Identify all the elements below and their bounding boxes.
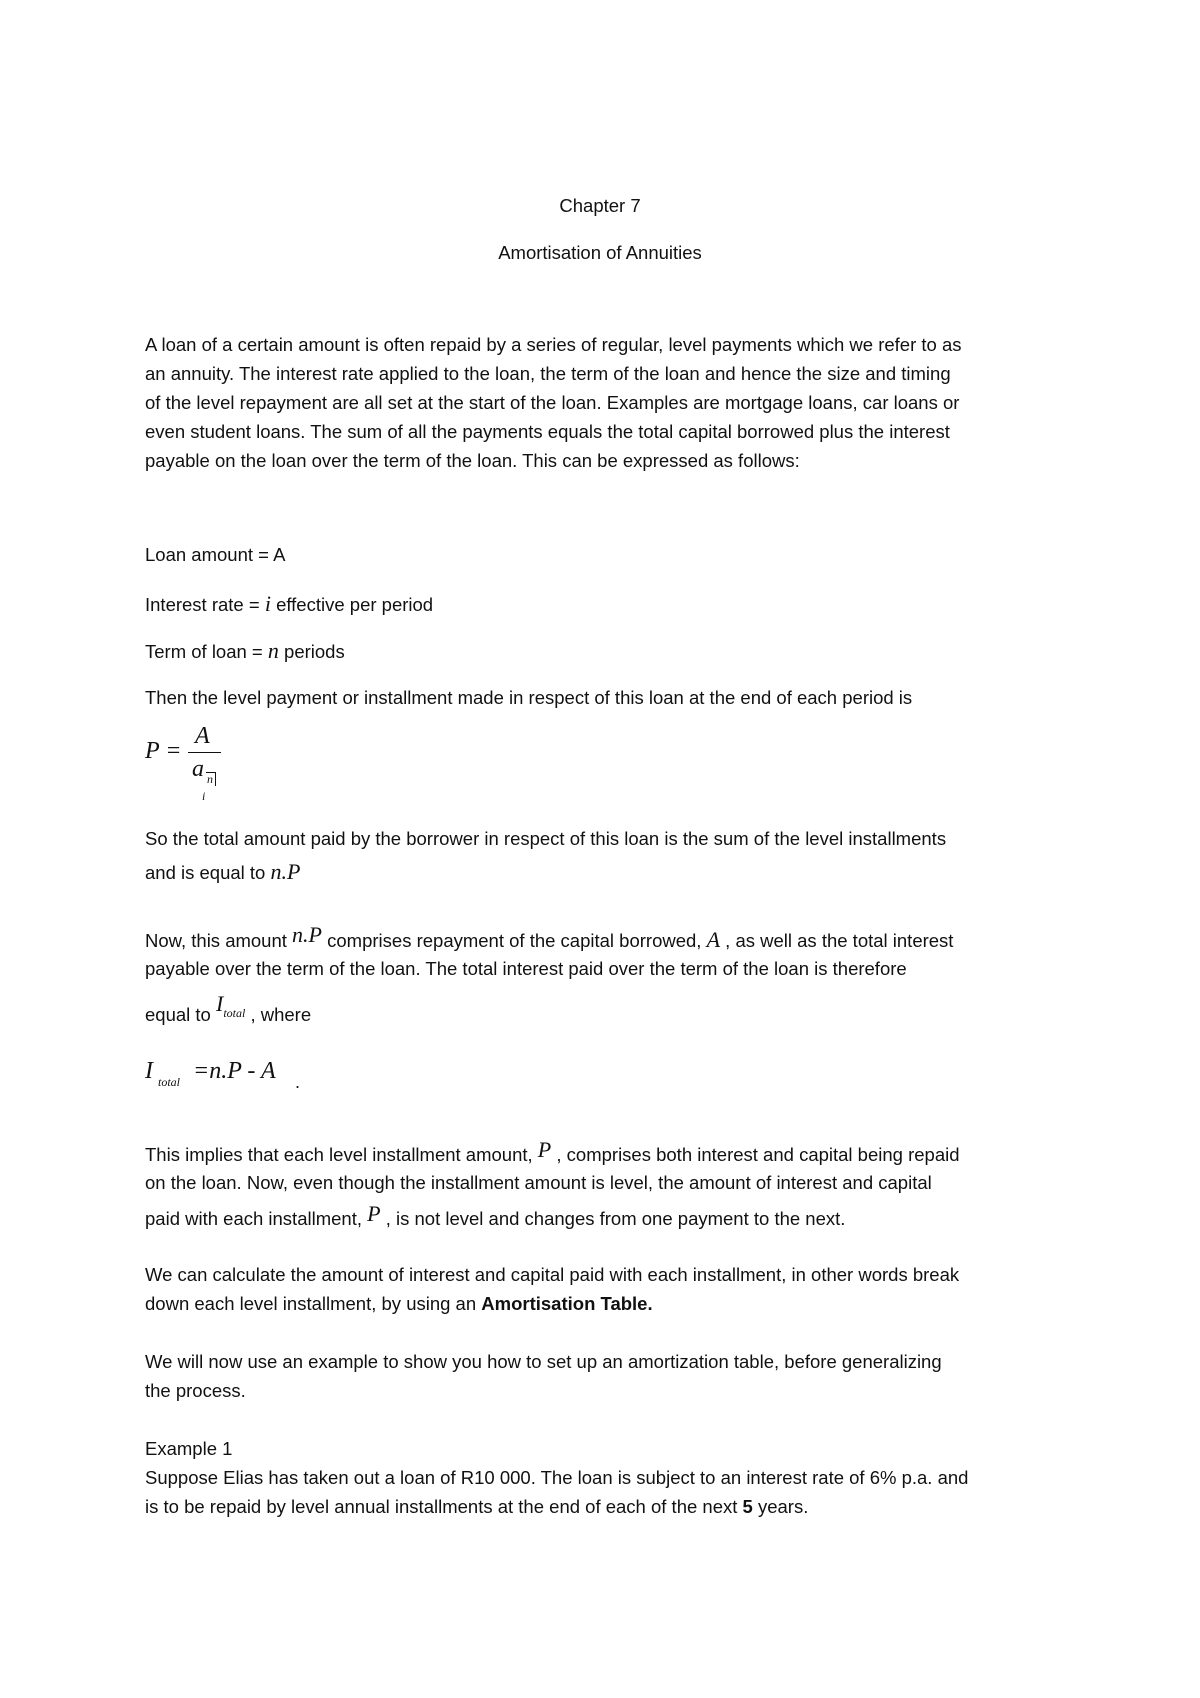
formula-p-denominator: a [192, 756, 204, 782]
intro-line-4: even student loans. The sum of all the payments equals the total capital borrowed plus the interest [145, 421, 950, 442]
intro-line-1: A loan of a certain amount is often repaid by a series of regular, level payments which we refer to as [145, 334, 962, 355]
example-line-2 [145, 1492, 808, 1521]
intro-line-2: an annuity. The interest rate applied to the loan, the term of the loan and hence the size and timing [145, 363, 951, 384]
now-amount-middle: comprises repayment of the capital borrowed, [322, 930, 707, 951]
total-paid-line-2 [145, 857, 300, 887]
loan-amount-line: Loan amount = A [145, 544, 286, 565]
implies-prefix: This implies that each level installment amount, [145, 1144, 538, 1165]
annuity-i-subscript: i [202, 789, 206, 803]
interest-symbol: i [264, 591, 271, 616]
p-symbol: P [537, 1137, 552, 1162]
example-intro-line-1: We will now use an example to show you how to set up an amortization table, before generalizing [145, 1351, 942, 1372]
calc-line-2 [145, 1289, 653, 1318]
calc-line-1: We can calculate the amount of interest and capital paid with each installment, in other words break [145, 1264, 960, 1285]
now-amount-line-3 [145, 991, 312, 1032]
i-total-lhs: I [145, 1058, 153, 1084]
p-symbol: P [367, 1201, 381, 1226]
implies-suffix: , comprises both interest and capital being repaid [551, 1144, 960, 1165]
i-total-symbol: I [215, 991, 224, 1016]
intro-line-5: payable on the loan over the term of the loan. This can be expressed as follows: [145, 450, 800, 471]
where-suffix: , where [245, 1004, 312, 1025]
example-line-2-prefix: is to be repaid by level annual installments at the end of each of the next [145, 1496, 743, 1517]
i-total-rhs: =n.P - A [193, 1058, 276, 1084]
i-total-lhs-subscript: total [158, 1075, 181, 1089]
years-count: 5 [742, 1496, 753, 1517]
example-heading: Example 1 [145, 1438, 233, 1459]
level-payment-text: Then the level payment or installment made in respect of this loan at the end of each period is [145, 687, 913, 708]
intro-line-3: of the level repayment are all set at the start of the loan. Examples are mortgage loans, car loans or [145, 392, 960, 413]
formula-p-lhs: P = [145, 738, 182, 764]
interest-rate-label: Interest rate = [145, 594, 265, 615]
i-total-subscript: total [223, 1006, 246, 1020]
formula-i-total [145, 1058, 345, 1098]
term-symbol: n [267, 638, 279, 663]
formula-period: . [295, 1072, 301, 1092]
total-paid-prefix: and is equal to [145, 862, 271, 883]
now-amount-line-2: payable over the term of the loan. The total interest paid over the term of the loan is therefore [145, 958, 907, 979]
implies-line-3 [145, 1203, 845, 1233]
calc-prefix: down each level installment, by using an [145, 1293, 482, 1314]
term-suffix: periods [278, 641, 345, 662]
formula-p [145, 725, 265, 805]
formula-p-numerator: A [195, 723, 210, 749]
now-amount-line-1 [145, 922, 954, 955]
np-symbol: n.P [270, 859, 301, 884]
a-symbol: A [706, 927, 721, 952]
interest-rate-suffix: effective per period [270, 594, 434, 615]
np-symbol: n.P [292, 922, 322, 947]
total-paid-line-1: So the total amount paid by the borrower in respect of this loan is the sum of the level installments [145, 828, 947, 849]
chapter-heading: Chapter 7 [559, 195, 641, 216]
interest-rate-line [145, 589, 433, 619]
implies-line-3-prefix: paid with each installment, [145, 1208, 368, 1229]
example-intro-line-2: the process. [145, 1380, 246, 1401]
implies-line-2: on the loan. Now, even though the installment amount is level, the amount of interest and capital [145, 1172, 932, 1193]
fraction-bar [188, 752, 221, 753]
chapter-title: Amortisation of Annuities [498, 242, 702, 263]
implies-line-1 [145, 1139, 960, 1169]
implies-line-3-suffix: , is not level and changes from one payment to the next. [380, 1208, 846, 1229]
example-line-2-suffix: years. [752, 1496, 809, 1517]
amortisation-table-term: Amortisation Table. [481, 1293, 653, 1314]
term-label: Term of loan = [145, 641, 268, 662]
now-amount-prefix: Now, this amount [145, 930, 293, 951]
now-amount-suffix: , as well as the total interest [720, 930, 954, 951]
annuity-n-subscript: n [206, 772, 216, 786]
term-line [145, 636, 345, 666]
equal-to-prefix: equal to [145, 1004, 216, 1025]
example-line-1: Suppose Elias has taken out a loan of R10 000. The loan is subject to an interest rate of 6% p.a. and [145, 1467, 969, 1488]
